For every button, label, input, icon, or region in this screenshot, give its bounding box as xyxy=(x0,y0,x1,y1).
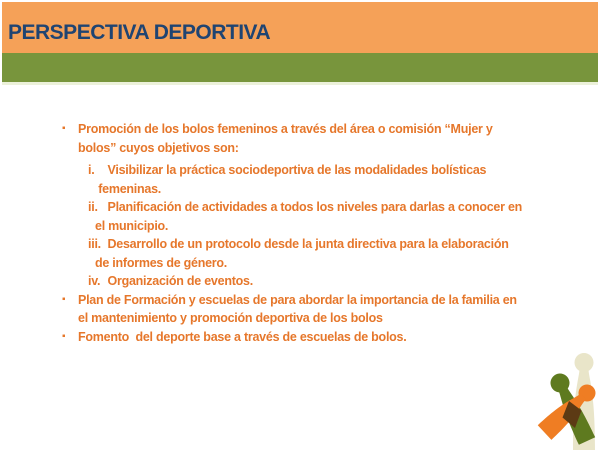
bullet-marker: ▪ xyxy=(62,330,66,342)
list-item-line xyxy=(0,120,600,139)
list-item-text: Fomento del deporte base a través de escuelas de bolos. xyxy=(78,329,407,344)
list-item-line xyxy=(0,139,600,158)
list-item-line xyxy=(0,217,600,236)
list-item-line xyxy=(0,309,600,328)
list-item-text: Visibilizar la práctica sociodeportiva de las modalidades bolísticas xyxy=(107,163,487,177)
list-item-line xyxy=(0,180,600,199)
list-item-text: el mantenimiento y promoción deportiva de los bolos xyxy=(78,311,383,325)
bullet-marker: ▪ xyxy=(62,293,66,305)
roman-marker: iv. xyxy=(88,274,101,288)
list-item-text: Desarrollo de un protocolo desde la junta directiva para la elaboración xyxy=(107,237,509,251)
list-item-text: Plan de Formación y escuelas de para abordar la importancia de la familia en xyxy=(78,292,517,307)
roman-marker: ii. xyxy=(88,200,98,214)
list-item-line xyxy=(0,161,600,180)
list-item-text: bolos” cuyos objetivos son: xyxy=(78,140,239,155)
list-item-line xyxy=(0,328,600,347)
divider-bar xyxy=(2,53,598,82)
list-item-text: el municipio. xyxy=(95,218,169,233)
list-item-line xyxy=(0,235,600,254)
bullet-list xyxy=(0,120,600,346)
list-item-line xyxy=(0,272,600,291)
divider-underline xyxy=(2,82,598,85)
list-item-line xyxy=(0,254,600,273)
list-item-line xyxy=(0,198,600,217)
bullet-marker: ▪ xyxy=(62,123,66,134)
list-item-text: Promoción de los bolos femeninos a través del área o comisión “Mujer y xyxy=(78,122,493,136)
page-title: PERSPECTIVA DEPORTIVA xyxy=(8,21,271,44)
roman-marker: iii. xyxy=(88,237,101,251)
roman-marker: i. xyxy=(88,163,95,177)
list-item-line xyxy=(0,291,600,310)
list-item-text: Planificación de actividades a todos los niveles para darlas a conocer en xyxy=(107,200,523,214)
list-item-text: Organización de eventos. xyxy=(107,274,253,288)
list-item-text: femeninas. xyxy=(95,181,162,196)
list-item-text: de informes de género. xyxy=(95,255,228,270)
bolos-pins-logo-icon xyxy=(525,340,600,450)
